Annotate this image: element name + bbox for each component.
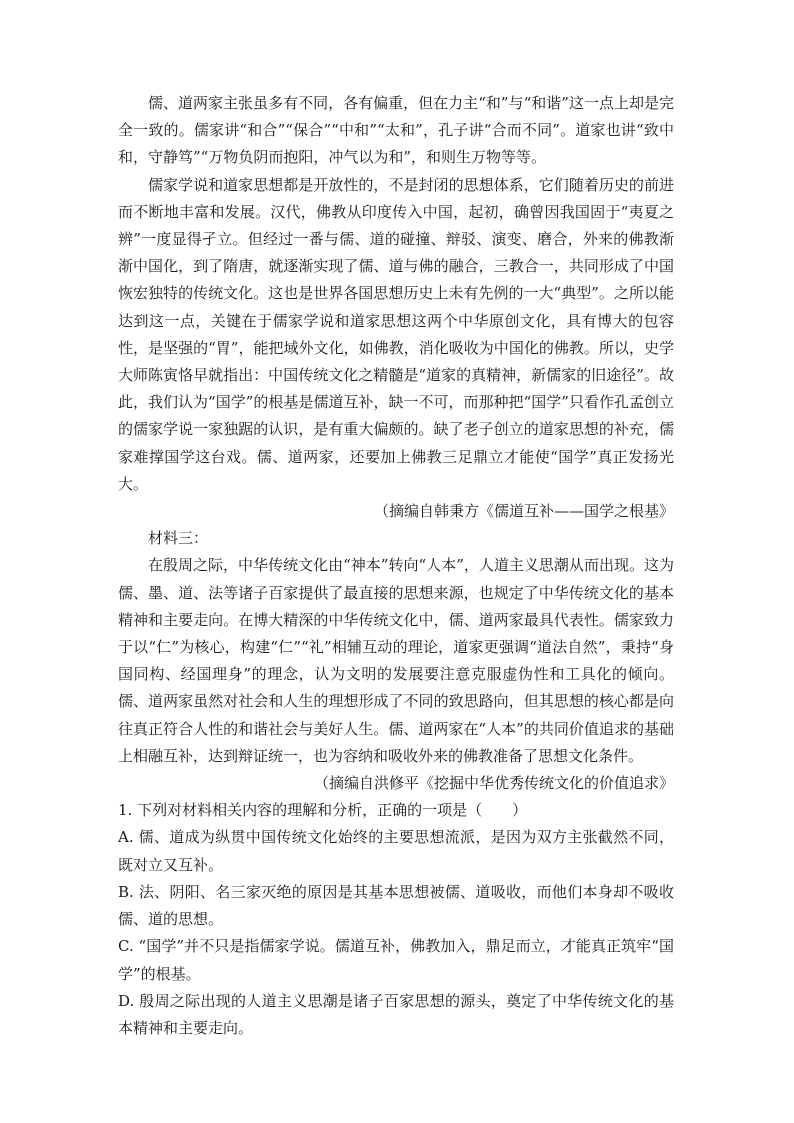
document-page: [118, 90, 674, 1042]
option-d: D. 殷周之际出现的人道主义思潮是诸子百家思想的源头，奠定了中华传统文化的基本精神和主要走向。: [118, 991, 674, 1037]
passage-two-paragraph-2: 儒家学说和道家思想都是开放性的，不是封闭的思想体系，它们随着历史的前进而不断地丰富和发展。汉代，佛教从印度传入中国，起初，确曾因我国固于“夷夏之辨”一度显得孑立。但经过一番与儒、道的碰撞、辩驳、演变、磨合，外来的佛教渐渐中国化，到了隋唐，就逐渐实现了儒、道与佛的融合，三教合一，共同形成了中国恢宏独特的传统文化。这也是世界各国思想历史上未有先例的一大“典型”。之所以能达到这一点，关键在于儒家学说和道家思想这两个中华原创文化，具有博大的包容性，是坚强的“胃”，能把域外文化，如佛教，消化吸收为中国化的佛教。所以，史学大师陈寅恪早就指出：中国传统文化之精髓是“道家的真精神，新儒家的旧途径”。故此，我们认为“国学”的根基是儒道互补，缺一不可，而那种把“国学”只看作孔孟创立的儒家学说一家独踞的认识，是有重大偏颇的。缺了老子创立的道家思想的补充，儒家难撑国学这台戏。儒、道两家，还要加上佛教三足鼎立才能使“国学”真正发扬光大。: [118, 175, 674, 493]
passage-three: [118, 525, 674, 797]
passage-three-label: 材料三：: [148, 529, 209, 548]
option-b: B. 法、阴阳、名三家灭绝的原因是其基本思想被儒、道吸收，而他们本身却不吸收儒、道的思想。: [118, 882, 674, 929]
question-1: [118, 797, 674, 1042]
option-a: A. 儒、道成为纵贯中国传统文化始终的主要思想流派，是因为双方主张截然不同，既对立又互补。: [118, 828, 674, 874]
passage-three-paragraph-1: 在殷周之际，中华传统文化由“神本”转向“人本”，人道主义思潮从而出现。这为儒、墨、道、法等诸子百家提供了最直接的思想来源，也规定了中华传统文化的基本精神和主要走向。在博大精深的中华传统文化中，儒、道两家最具代表性。儒家致力于以“仁”为核心，构建“仁”“礼”相辅互动的理论，道家更强调“道法自然”，秉持“身国同构、经国理身”的理念，认为文明的发展要注意克服虚伪性和工具化的倾向。儒、道两家虽然对社会和人生的理想形成了不同的致思路向，但其思想的核心都是向往真正符合人性的和谐社会与美好人生。儒、道两家在“人本”的共同价值追求的基础上相融互补，达到辩证统一，也为容纳和吸收外来的佛教准备了思想文化条件。: [118, 556, 674, 765]
passage-two-source: （摘编自韩秉方《儒道互补——国学之根基》: [373, 502, 674, 521]
passage-two: [118, 90, 674, 525]
passage-three-source: （摘编自洪修平《挖掘中华优秀传统文化的价值追求》: [313, 774, 674, 793]
passage-two-paragraph-1: 儒、道两家主张虽多有不同，各有偏重，但在力主“和”与“和谐”这一点上却是完全一致的。儒家讲“和合”“保合”“中和”“太和”，孔子讲“合而不同”。道家也讲“致中和，守静笃”“万物负阴而抱阳，冲气以为和”，和则生万物等等。: [118, 94, 674, 167]
option-c: C. “国学”并不只是指儒家学说。儒道互补，佛教加入，鼎足而立，才能真正筑牢“国学”的根基。: [118, 937, 674, 983]
question-stem: 1. 下列对材料相关内容的理解和分析，正确的一项是（ ）: [118, 801, 528, 820]
